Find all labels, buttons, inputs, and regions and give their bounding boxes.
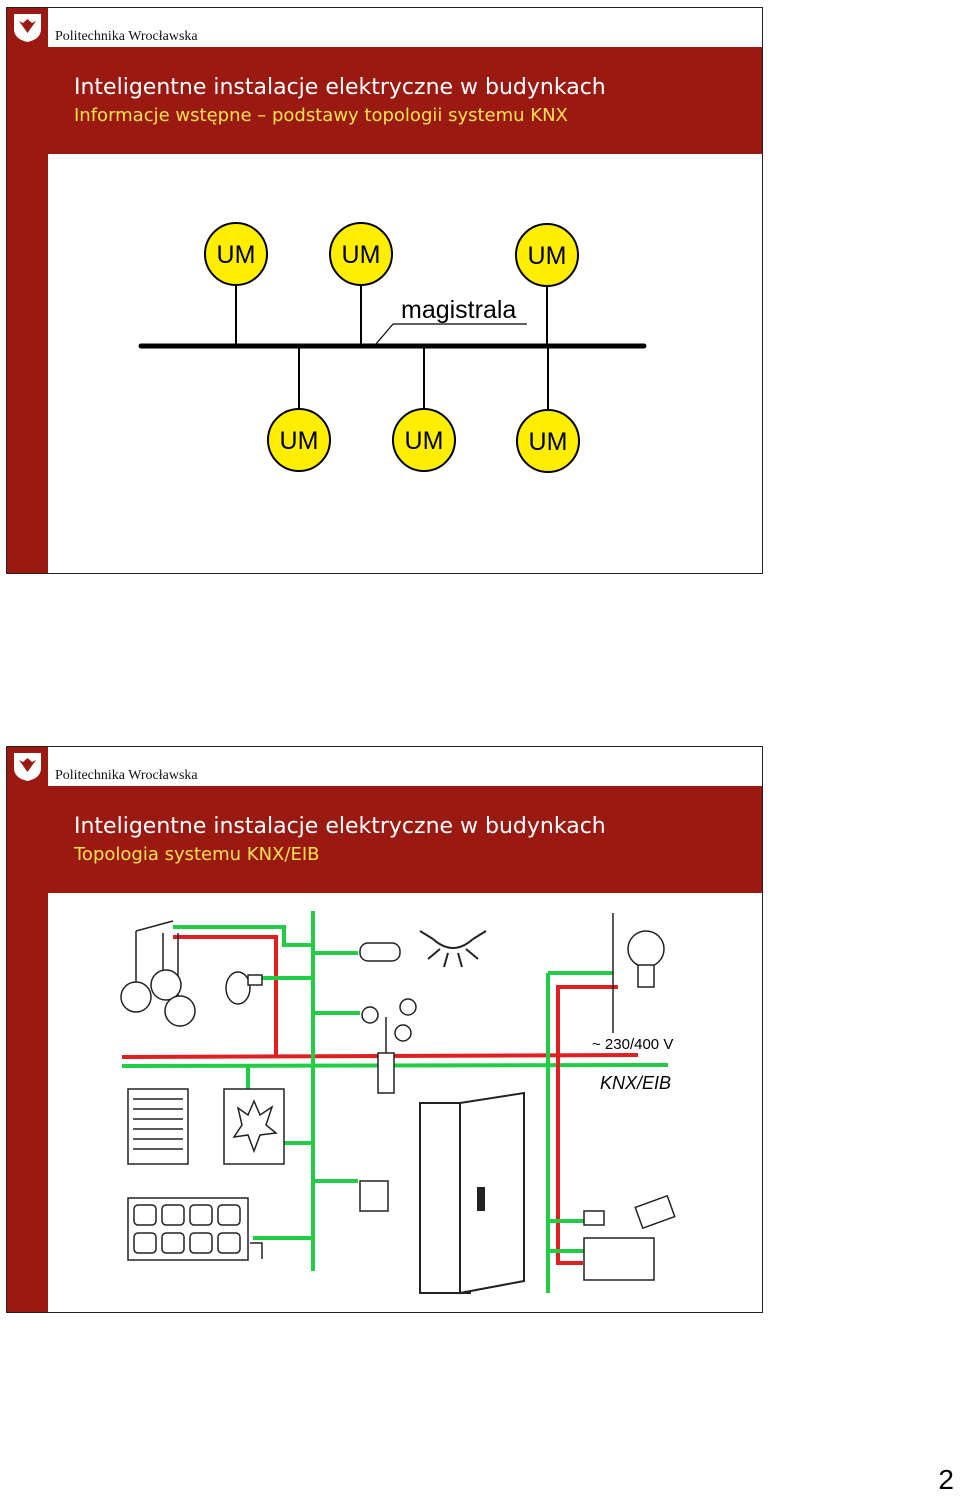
bus-topology-diagram — [48, 154, 763, 573]
title-band — [48, 47, 762, 154]
slide-subtitle: Informacje wstępne – podstawy topologii systemu KNX — [74, 105, 568, 126]
slide-2 — [6, 746, 763, 1313]
slide-1 — [6, 7, 763, 574]
logo-cell — [7, 747, 48, 786]
mains-branch — [173, 937, 276, 1057]
sun-icon — [420, 931, 486, 967]
title-band — [48, 786, 762, 893]
node-bottom-2 — [393, 409, 455, 471]
logo-cell — [7, 8, 48, 47]
node-bottom-3 — [517, 410, 579, 472]
slide-side-bar — [7, 8, 48, 573]
knx-bus-line — [122, 1065, 668, 1066]
node-bottom-1 — [268, 409, 330, 471]
university-name: Politechnika Wrocławska — [55, 768, 198, 783]
node-top-2 — [330, 223, 392, 285]
university-crest-icon — [11, 750, 44, 783]
knx-installation-diagram — [48, 893, 763, 1312]
university-crest-icon — [11, 11, 44, 44]
bus-label: magistrala — [401, 296, 517, 324]
keypad-icon — [360, 1181, 388, 1211]
node-label: UM — [216, 241, 256, 269]
node-label: UM — [279, 427, 319, 455]
knx-bus-label: KNX/EIB — [600, 1073, 672, 1093]
slide-title: Inteligentne instalacje elektryczne w budynkach — [74, 814, 606, 839]
motion-sensor-icon — [584, 1211, 604, 1225]
spotlight-icon — [226, 972, 262, 1004]
node-label: UM — [404, 427, 444, 455]
remote-control-icon — [635, 1196, 674, 1228]
node-top-1 — [205, 223, 267, 285]
radiator-panel-icon — [128, 1198, 262, 1260]
slide-title: Inteligentne instalacje elektryczne w budynkach — [74, 75, 606, 100]
presence-sensor-icon — [360, 943, 400, 961]
university-name: Politechnika Wrocławska — [55, 29, 198, 44]
anemometer-icon — [362, 999, 416, 1093]
node-label: UM — [527, 242, 567, 270]
slide-subtitle: Topologia systemu KNX/EIB — [74, 844, 320, 865]
bus-label-leader — [376, 324, 393, 344]
node-top-3 — [516, 224, 578, 286]
mains-branch — [558, 1055, 583, 1263]
door-icon — [420, 1093, 524, 1293]
node-label: UM — [528, 428, 568, 456]
page-number: 2 — [938, 1464, 954, 1495]
controller-panel-icon — [584, 1238, 654, 1280]
wall-lamp-icon — [613, 913, 664, 1033]
slide-side-bar — [7, 747, 48, 1312]
mains-label: ~ 230/400 V — [592, 1036, 674, 1053]
blinds-cabinet-icon — [128, 1089, 188, 1164]
alarm-panel-icon — [224, 1089, 284, 1164]
node-label: UM — [341, 241, 381, 269]
